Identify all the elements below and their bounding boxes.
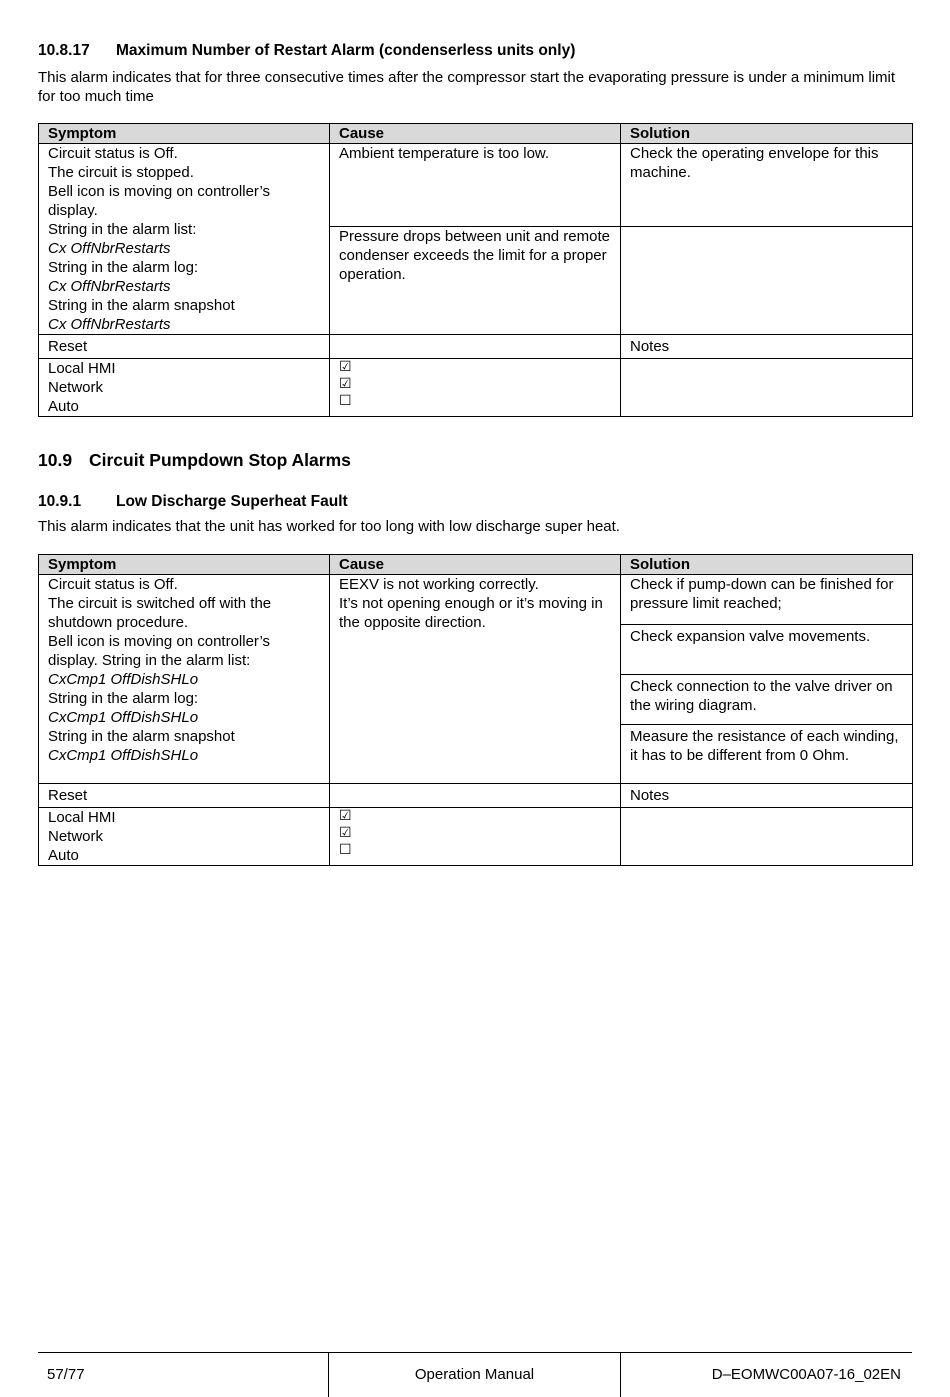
reset-item-local-hmi: Local HMI	[48, 809, 116, 826]
symptom-cell	[39, 144, 330, 335]
symptom-line: Bell icon is moving on controller’s display. String in the alarm list:	[48, 633, 271, 669]
reset-item-local-hmi: Local HMI	[48, 360, 116, 377]
section-title: Circuit Pumpdown Stop Alarms	[89, 450, 351, 470]
unchecked-box-icon: ☐	[339, 842, 352, 858]
table-row	[39, 144, 913, 227]
header-symptom: Symptom	[39, 555, 330, 575]
notes-label: Notes	[621, 335, 913, 359]
checked-box-icon: ☑	[339, 808, 352, 824]
reset-item-network: Network	[48, 828, 104, 845]
section-description: This alarm indicates that the unit has worked for too long with low discharge super heat.	[38, 518, 620, 535]
solution-cell: Check if pump-down can be finished for pressure limit reached;	[621, 575, 913, 625]
solution-cell: Measure the resistance of each winding, it has to be different from 0 Ohm.	[621, 725, 913, 784]
section-title: Maximum Number of Restart Alarm (condenserless units only)	[116, 42, 576, 59]
symptom-line: Bell icon is moving on controller’s display.	[48, 183, 271, 219]
reset-label: Reset	[39, 784, 330, 808]
symptom-line: String in the alarm snapshot	[48, 297, 235, 314]
section-number: 10.9	[38, 450, 73, 470]
symptom-line: The circuit is stopped.	[48, 164, 194, 181]
reset-empty-cell	[330, 335, 621, 359]
solution-cell: Check connection to the valve driver on the wiring diagram.	[621, 675, 913, 725]
table-header-row	[39, 124, 913, 144]
reset-options-row	[39, 808, 913, 866]
document-type: Operation Manual	[414, 1366, 535, 1383]
header-solution: Solution	[621, 124, 913, 144]
reset-items-cell	[39, 808, 330, 866]
section-description: This alarm indicates that for three consecutive times after the compressor start the evaporating pressure is under a minimum limit for too much time	[38, 69, 896, 105]
reset-header-row	[39, 784, 913, 808]
reset-checks-cell	[330, 808, 621, 866]
symptom-line: String in the alarm snapshot	[48, 728, 235, 745]
symptom-line: CxCmp1 OffDishSHLo	[48, 747, 199, 764]
alarm-table-low-discharge-superheat	[38, 554, 913, 866]
solution-cell: Check the operating envelope for this machine.	[621, 144, 913, 227]
table-row	[39, 575, 913, 625]
checked-box-icon: ☑	[339, 825, 352, 841]
section-number: 10.8.17	[38, 42, 90, 59]
notes-cell	[621, 359, 913, 417]
checked-box-icon: ☑	[339, 359, 352, 375]
header-cause: Cause	[330, 555, 621, 575]
symptom-line: CxCmp1 OffDishSHLo	[48, 709, 199, 726]
symptom-line: Circuit status is Off.	[48, 145, 178, 162]
symptom-cell	[39, 575, 330, 784]
reset-items-cell	[39, 359, 330, 417]
section-number: 10.9.1	[38, 493, 82, 510]
cause-cell: Pressure drops between unit and remote condenser exceeds the limit for a proper operation.	[330, 226, 621, 334]
page-number: 57/77	[47, 1366, 85, 1383]
section-heading-10-9-1	[38, 493, 348, 511]
header-cause: Cause	[330, 124, 621, 144]
symptom-line: The circuit is switched off with the shutdown procedure.	[48, 595, 272, 631]
reset-empty-cell	[330, 784, 621, 808]
symptom-line: CxCmp1 OffDishSHLo	[48, 671, 199, 688]
reset-header-row	[39, 335, 913, 359]
document-code: D–EOMWC00A07-16_02EN	[711, 1366, 901, 1383]
reset-item-auto: Auto	[48, 398, 79, 415]
cause-line: EEXV is not working correctly.	[339, 576, 539, 593]
symptom-line: Cx OffNbrRestarts	[48, 316, 171, 333]
header-solution: Solution	[621, 555, 913, 575]
page-footer	[38, 1352, 912, 1397]
table-header-row	[39, 555, 913, 575]
notes-cell	[621, 808, 913, 866]
symptom-line: Cx OffNbrRestarts	[48, 240, 171, 257]
cause-cell	[330, 575, 621, 784]
reset-options-row	[39, 359, 913, 417]
section-title: Low Discharge Superheat Fault	[116, 493, 348, 510]
cause-line: It’s not opening enough or it’s moving in the opposite direction.	[339, 595, 603, 631]
symptom-line: Circuit status is Off.	[48, 576, 178, 593]
checked-box-icon: ☑	[339, 376, 352, 392]
reset-item-auto: Auto	[48, 847, 79, 864]
symptom-line: String in the alarm log:	[48, 259, 199, 276]
symptom-line: Cx OffNbrRestarts	[48, 278, 171, 295]
alarm-table-max-restart	[38, 123, 913, 417]
notes-label: Notes	[621, 784, 913, 808]
header-symptom: Symptom	[39, 124, 330, 144]
solution-cell-empty	[621, 226, 913, 334]
reset-checks-cell	[330, 359, 621, 417]
cause-cell: Ambient temperature is too low.	[330, 144, 621, 227]
unchecked-box-icon: ☐	[339, 393, 352, 409]
reset-label: Reset	[39, 335, 330, 359]
reset-item-network: Network	[48, 379, 104, 396]
solution-cell: Check expansion valve movements.	[621, 625, 913, 675]
symptom-line: String in the alarm log:	[48, 690, 199, 707]
symptom-line: String in the alarm list:	[48, 221, 197, 238]
section-heading-10-8-17	[38, 42, 575, 60]
section-heading-10-9	[38, 450, 351, 471]
